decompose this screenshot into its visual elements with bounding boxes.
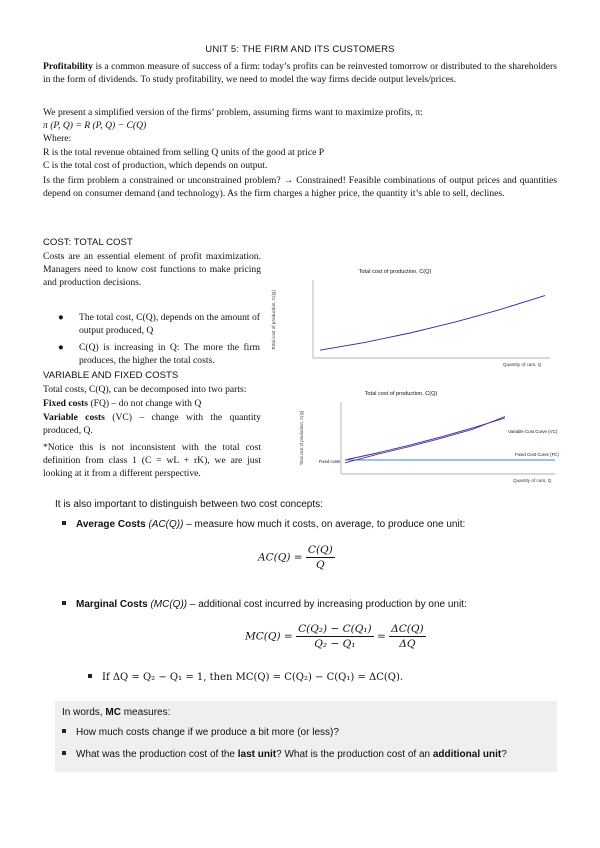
bullet-dot-icon: ● <box>58 342 64 353</box>
variable-costs-text: (VC) – change with the quantity produced, Q. <box>43 412 261 436</box>
in-words-post: measures: <box>120 707 171 718</box>
formula-lhs: AC(Q) = <box>258 551 303 564</box>
simplified-line: We present a simplified version of the firms’ problem, assuming firms want to maximize profits, π: <box>43 107 423 118</box>
fc-label: Fixed Cost Curve (FC) <box>515 452 559 457</box>
concepts-intro: It is also important to distinguish between two cost concepts: <box>55 499 323 510</box>
in-words-mc: MC <box>105 707 121 718</box>
mc-bullet-1-text: How much costs change if we produce a bit more (or less)? <box>76 727 339 738</box>
chart-title: Total cost of production, C(Q) <box>358 269 432 275</box>
mc-bullet-2-post: ? <box>501 749 507 760</box>
marginal-costs-term: Marginal Costs <box>76 599 148 610</box>
numerator: C(Q) <box>307 544 333 556</box>
mc-bullet-2-last: last unit <box>237 749 277 760</box>
denominator: Q <box>316 559 325 571</box>
equals-sign: = <box>376 630 386 643</box>
y-axis-label: Total cost of production, C(Q) <box>271 290 276 350</box>
total-cost-heading: COST: TOTAL COST <box>43 237 133 248</box>
notice-paragraph: *Notice this is not inconsistent with the total cost definition from class 1 (C = wL + rK), we are just looking at it from a different perspective. <box>43 442 261 479</box>
total-cost-curve <box>320 296 545 351</box>
fraction <box>389 623 425 650</box>
numerator: ΔC(Q) <box>391 623 424 635</box>
bullet-text: C(Q) is increasing in Q: The more the firm produces, the higher the total costs. <box>79 342 260 366</box>
square-bullet-icon <box>62 729 66 733</box>
fixed-costs-label: Fixed costs <box>319 459 341 464</box>
marginal-costs-text: – additional cost incurred by increasing production by one unit: <box>189 599 467 610</box>
fraction <box>296 623 374 650</box>
profit-equation: π (P, Q) = R (P, Q) − C(Q) <box>43 120 147 131</box>
average-costs-item <box>62 519 465 530</box>
denominator: Q₂ − Q₁ <box>314 638 356 650</box>
average-costs-term: Average Costs <box>76 519 146 530</box>
total-cost-curve <box>345 417 505 463</box>
fixed-costs-line <box>43 397 201 410</box>
revenue-definition: R is the total revenue obtained from selling Q units of the good at price P <box>43 147 325 158</box>
mc-bullet-2-mid: ? What is the production cost of an <box>276 749 433 760</box>
fixed-variable-cost-chart <box>293 382 563 487</box>
square-bullet-icon <box>62 521 66 525</box>
bullet-dot-icon: ● <box>58 312 64 323</box>
variable-costs-paragraph <box>43 411 261 437</box>
variable-costs-term: Variable costs <box>43 412 105 423</box>
variable-cost-curve <box>345 418 505 460</box>
fixed-costs-term: Fixed costs <box>43 398 89 409</box>
average-costs-symbol: (AC(Q)) <box>145 519 187 530</box>
x-axis-label: Quantity of cars, Q <box>503 362 542 367</box>
fraction <box>306 544 335 571</box>
average-costs-text: – measure how much it costs, on average, to produce one unit: <box>186 519 466 530</box>
marginal-cost-formula <box>245 623 426 650</box>
formula-lhs: MC(Q) = <box>245 630 293 643</box>
mc-bullet-2-pre: What was the production cost of the <box>76 749 238 760</box>
bullet-text: The total cost, C(Q), depends on the amount of output produced, Q <box>79 312 260 336</box>
y-axis-label: Total cost of production, C(Q) <box>299 410 304 466</box>
square-bullet-icon <box>88 674 92 678</box>
profitability-text: is a common measure of success of a firm: today’s profits can be reinvested tomorrow or distributed to the shareholders in the form of dividends. To study profitability, we need to model the way firms decide output levels/prices. <box>43 61 557 86</box>
cost-definition: C is the total cost of production, which depends on output. <box>43 160 268 171</box>
mc-bullet-1 <box>62 727 339 738</box>
in-words-pre: In words, <box>62 707 106 718</box>
marginal-costs-symbol: (MC(Q)) <box>147 599 190 610</box>
profitability-paragraph <box>43 60 557 87</box>
mc-bullet-2-additional: additional unit <box>432 749 502 760</box>
in-words-line <box>62 707 170 718</box>
mc-bullet-2 <box>62 749 507 760</box>
total-cost-paragraph: Costs are an essential element of profit maximization. Managers need to know cost functions to make pricing and production decisions. <box>43 251 261 288</box>
fixed-costs-text: (FQ) – do not change with Q <box>88 398 202 409</box>
marginal-costs-item <box>62 599 467 610</box>
profitability-term: Profitability <box>43 61 93 72</box>
delta-q-text: If ΔQ = Q₂ − Q₁ = 1, then MC(Q) = C(Q₂) − C(Q₁) = ΔC(Q). <box>102 672 404 683</box>
vf-heading: VARIABLE AND FIXED COSTS <box>43 370 179 381</box>
square-bullet-icon <box>62 751 66 755</box>
numerator: C(Q₂) − C(Q₁) <box>298 623 372 635</box>
where-label: Where: <box>43 133 72 144</box>
denominator: ΔQ <box>399 638 416 650</box>
vc-label: Variable Cost Curve (VC) <box>508 429 558 434</box>
average-cost-formula <box>258 544 335 571</box>
chart-title: Total cost of production, C(Q) <box>364 391 438 397</box>
square-bullet-icon <box>62 601 66 605</box>
decompose-line: Total costs, C(Q), can be decomposed into two parts: <box>43 384 247 395</box>
delta-q-item <box>88 672 403 683</box>
constrained-paragraph: Is the firm problem a constrained or unconstrained problem? → Constrained! Feasible combinations of output prices and quantities depend on consumer demand (and technology). As the firm charges a higher price, the quantity it’s able to sell, declines. <box>43 175 557 200</box>
x-axis-label: Quantity of cars, Q <box>513 478 552 483</box>
page-title: UNIT 5: THE FIRM AND ITS CUSTOMERS <box>205 44 395 55</box>
total-cost-chart <box>265 262 565 374</box>
